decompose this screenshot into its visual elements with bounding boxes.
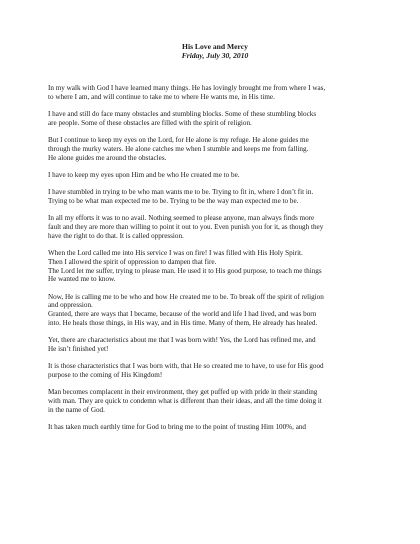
paragraph-line: But I continue to keep my eyes on the Lord, for He alone is my refuge. He alone guides me [48, 136, 309, 145]
paragraph-line: The Lord let me suffer, trying to please man. He used it to His good purpose, to teach me things [48, 266, 322, 275]
document-date: Friday, July 30, 2010 [181, 51, 249, 60]
paragraph-line: Trying to be what man expected me to be. Trying to be the way man expected me to be. [48, 197, 299, 206]
body-paragraph [48, 293, 382, 328]
paragraph-line: Granted, there are ways that I became, because of the world and life I had lived, and was born [48, 310, 317, 319]
paragraph-line: with man. They are quick to condemn what is different than their ideas, and all the time doing it [48, 397, 322, 406]
paragraph-line: Now, He is calling me to be who and how He created me to be. To break off the spirit of religion [48, 292, 324, 301]
body-paragraph [48, 249, 382, 284]
body-paragraph [48, 84, 382, 101]
body-paragraph [48, 388, 382, 414]
paragraph-line: through the murky waters. He alone catches me when I stumble and keeps me from falling. [48, 144, 309, 153]
paragraph-line: I have to keep my eyes upon Him and be who He created me to be. [48, 170, 240, 179]
body-paragraph [48, 171, 382, 180]
paragraph-line: It has taken much earthly time for God to bring me to the point of trusting Him 100%, and [48, 423, 307, 432]
paragraph-line: He isn’t finished yet! [48, 344, 109, 353]
paragraph-line: It is those characteristics that I was born with, that He so created me to have, to use for His good [48, 362, 324, 371]
paragraph-line: When the Lord called me into His service I was on fire! I was filled with His Holy Spirit. [48, 249, 303, 258]
body-paragraph [48, 362, 382, 379]
paragraph-line: He wanted me to know. [48, 275, 116, 284]
paragraph-line: Then I allowed the spirit of oppression to dampen that fire. [48, 257, 217, 266]
paragraph-line: In all my efforts it was to no avail. Nothing seemed to please anyone, man always finds more [48, 214, 315, 223]
paragraph-line: in the name of God. [48, 405, 105, 414]
paragraph-line: into. He heals those things, in His way, and in His time. Many of them, He already has healed. [48, 318, 318, 327]
document-body [48, 84, 382, 432]
paragraph-line: Man becomes complacent in their environment, they get puffed up with pride in their standing [48, 388, 318, 397]
body-paragraph [48, 110, 382, 127]
paragraph-line: purpose to the coming of His Kingdom! [48, 371, 163, 380]
paragraph-line: to where I am, and will continue to take me to where He wants me, in His time. [48, 92, 275, 101]
body-paragraph [48, 188, 382, 205]
paragraph-line: He alone guides me around the obstacles. [48, 153, 167, 162]
body-paragraph [48, 336, 382, 353]
body-paragraph [48, 214, 382, 240]
paragraph-line: are people. Some of these obstacles are filled with the spirit of religion. [48, 118, 252, 127]
paragraph-line: Yet, there are characteristics about me that I was born with! Yes, the Lord has refined me, and [48, 336, 316, 345]
paragraph-line: have the right to do that. It is called oppression. [48, 231, 184, 240]
body-paragraph [48, 423, 382, 432]
paragraph-line: I have and still do face many obstacles and stumbling blocks. Some of these stumbling blocks [48, 110, 317, 119]
document-title: His Love and Mercy [182, 42, 248, 51]
body-paragraph [48, 136, 382, 162]
paragraph-line: In my walk with God I have learned many things. He has lovingly brought me from where I was, [48, 84, 326, 92]
paragraph-line: I have stumbled in trying to be who man wants me to be. Trying to fit in, where I don’t fit in. [48, 188, 314, 197]
paragraph-line: and oppression. [48, 301, 93, 310]
paragraph-line: fault and they are more than willing to point it out to you. Even punish you for it, as though they [48, 223, 324, 232]
